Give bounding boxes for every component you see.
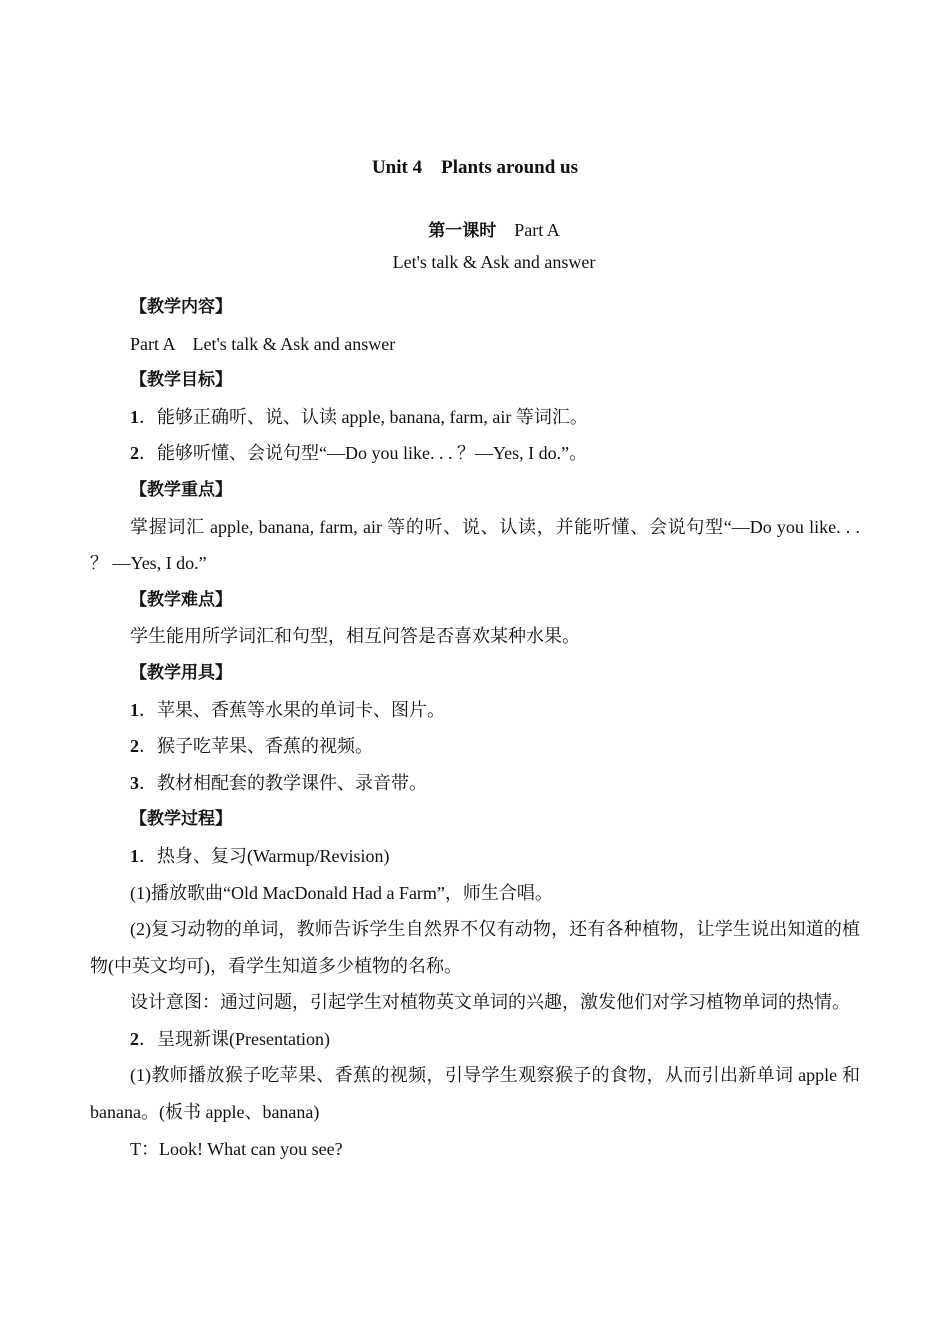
- tool-item: [90, 692, 860, 729]
- item-text: ．教材相配套的教学课件、录音带。: [139, 772, 427, 793]
- process-heading: 【教学过程】: [130, 809, 232, 830]
- item-number: 3: [130, 772, 139, 793]
- item-text: ．能够听懂、会说句型“—Do you like. . . ？—Yes, I do.”。: [139, 443, 588, 464]
- item-text: ．苹果、香蕉等水果的单词卡、图片。: [139, 699, 445, 720]
- item-number: 1: [130, 406, 139, 427]
- objective-item: [90, 435, 860, 472]
- tool-item: [90, 728, 860, 765]
- lesson-subtitle: Let's talk & Ask and answer: [392, 252, 596, 272]
- lesson-body: [90, 289, 860, 1167]
- difficulties-text: 学生能用所学词汇和句型，相互问答是否喜欢某种水果。: [130, 626, 580, 647]
- item-number: 2: [130, 736, 139, 757]
- item-text: ．猴子吃苹果、香蕉的视频。: [139, 736, 373, 757]
- key-points-heading: 【教学重点】: [130, 479, 232, 500]
- item-text: ．能够正确听、说、认读 apple, banana, farm, air 等词汇。: [139, 406, 588, 427]
- lesson-label: 第一课时: [428, 221, 497, 241]
- dialog-line: T：Look! What can you see?: [130, 1138, 343, 1159]
- content-text: Part A Let's talk & Ask and answer: [130, 333, 396, 354]
- tool-item: [90, 765, 860, 802]
- objective-item: [90, 399, 860, 436]
- step-text: ．呈现新课(Presentation): [139, 1028, 330, 1049]
- step-number: 1: [130, 845, 139, 866]
- process-substep: (1)播放歌曲“Old MacDonald Had a Farm”，师生合唱。: [130, 882, 553, 903]
- process-substep: (2)复习动物的单词，教师告诉学生自然界不仅有动物，还有各种植物，让学生说出知道的植物(中英文均可)，看学生知道多少植物的名称。: [90, 919, 860, 976]
- step-number: 2: [130, 1028, 139, 1049]
- item-number: 2: [130, 443, 139, 464]
- unit-title: Unit 4 Plants around us: [371, 157, 579, 178]
- content-heading: 【教学内容】: [130, 297, 232, 317]
- design-intent: 设计意图：通过问题，引起学生对植物英文单词的兴趣，激发他们对学习植物单词的热情。: [130, 992, 850, 1013]
- lesson-part: Part A: [514, 220, 560, 240]
- lesson-heading: [0, 216, 950, 242]
- process-step: [90, 838, 860, 875]
- process-substep: (1)教师播放猴子吃苹果、香蕉的视频，引导学生观察猴子的食物，从而引出新单词 apple 和 banana。(板书 apple、banana): [90, 1065, 860, 1123]
- difficulties-heading: 【教学难点】: [130, 589, 232, 610]
- tools-heading: 【教学用具】: [130, 662, 232, 683]
- step-text: ．热身、复习(Warmup/Revision): [139, 845, 390, 866]
- key-points-text: 掌握词汇 apple, banana, farm, air 等的听、说、认读，并能听懂、会说句型“—Do you like. . . ？ —Yes, I do.”: [90, 516, 860, 574]
- objectives-heading: 【教学目标】: [130, 370, 232, 391]
- item-number: 1: [130, 699, 139, 720]
- process-step: [90, 1021, 860, 1058]
